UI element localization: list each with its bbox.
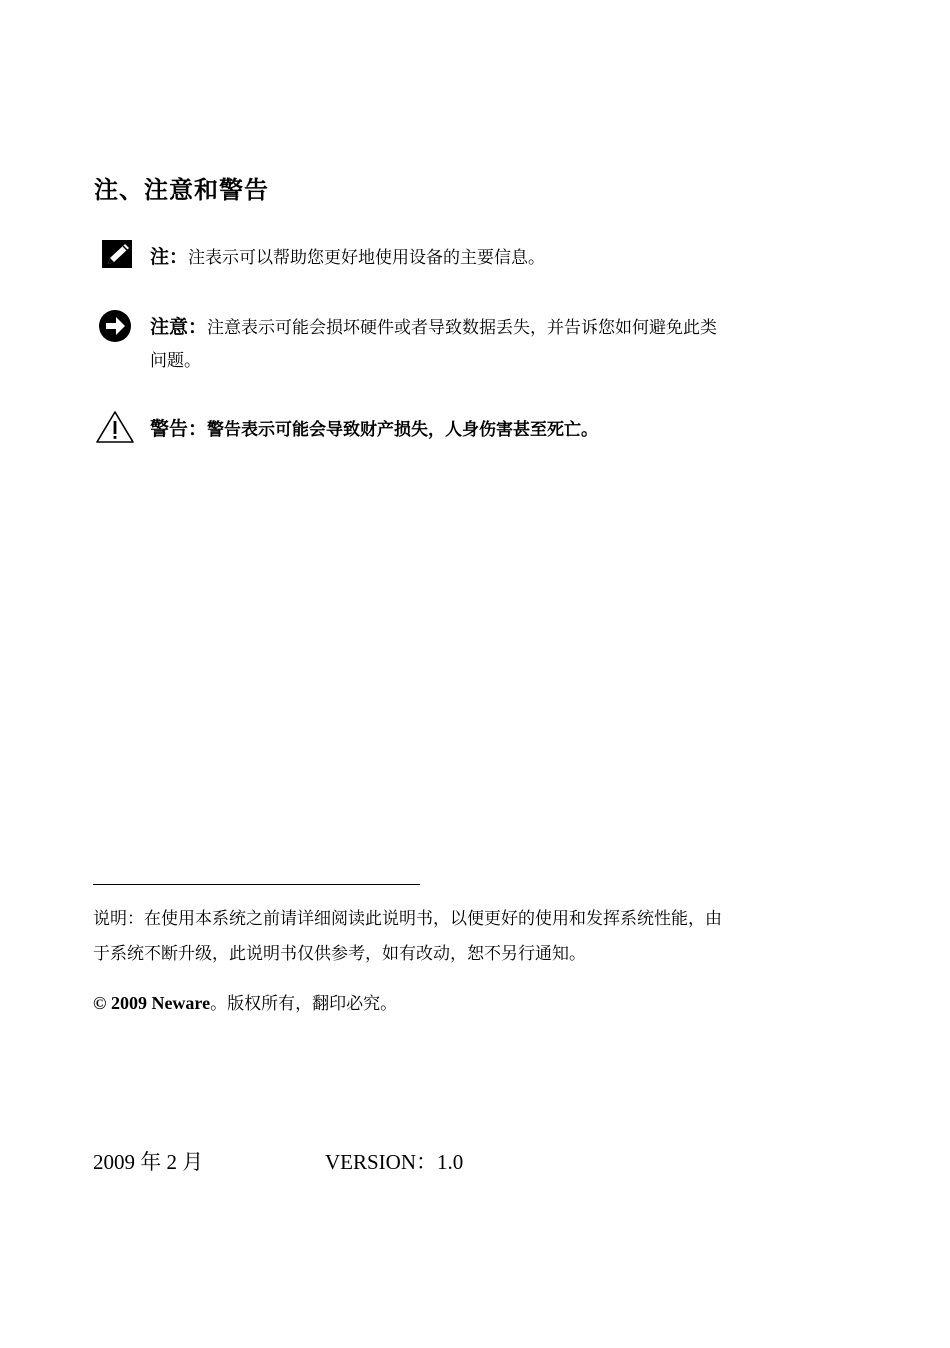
notice-line-1 (150, 314, 717, 341)
note-line (150, 244, 545, 271)
copyright-notice (93, 989, 397, 1018)
release-date: 2009 年 2 月 (93, 1150, 204, 1174)
warning-line (150, 416, 598, 443)
warning-label: 警告： (150, 418, 208, 440)
warning-text: 警告表示可能会导致财产损失，人身伤害甚至死亡。 (207, 420, 599, 440)
footnote-divider (93, 884, 420, 885)
section-title: 注、注意和警告 (94, 176, 269, 204)
copyright-text: 。版权所有，翻印必究。 (210, 994, 398, 1014)
note-pencil-icon (101, 239, 133, 269)
notice-text-line2: 问题。 (150, 351, 201, 371)
warning-triangle-icon (95, 410, 135, 444)
notice-arrow-icon (98, 309, 132, 343)
footnote-line-1: 说明：在使用本系统之前请详细阅读此说明书，以便更好的使用和发挥系统性能，由 (93, 909, 722, 929)
footnote-line-2: 于系统不断升级，此说明书仅供参考，如有改动，恕不另行通知。 (93, 944, 586, 964)
notice-label: 注意： (150, 316, 208, 338)
release-version: VERSION：1.0 (325, 1150, 464, 1174)
note-text: 注表示可以帮助您更好地使用设备的主要信息。 (188, 248, 546, 268)
copyright-brand: © 2009 Neware (93, 993, 211, 1013)
notice-text-line1: 注意表示可能会损坏硬件或者导致数据丢失，并告诉您如何避免此类 (207, 318, 718, 338)
note-label: 注： (150, 246, 189, 268)
